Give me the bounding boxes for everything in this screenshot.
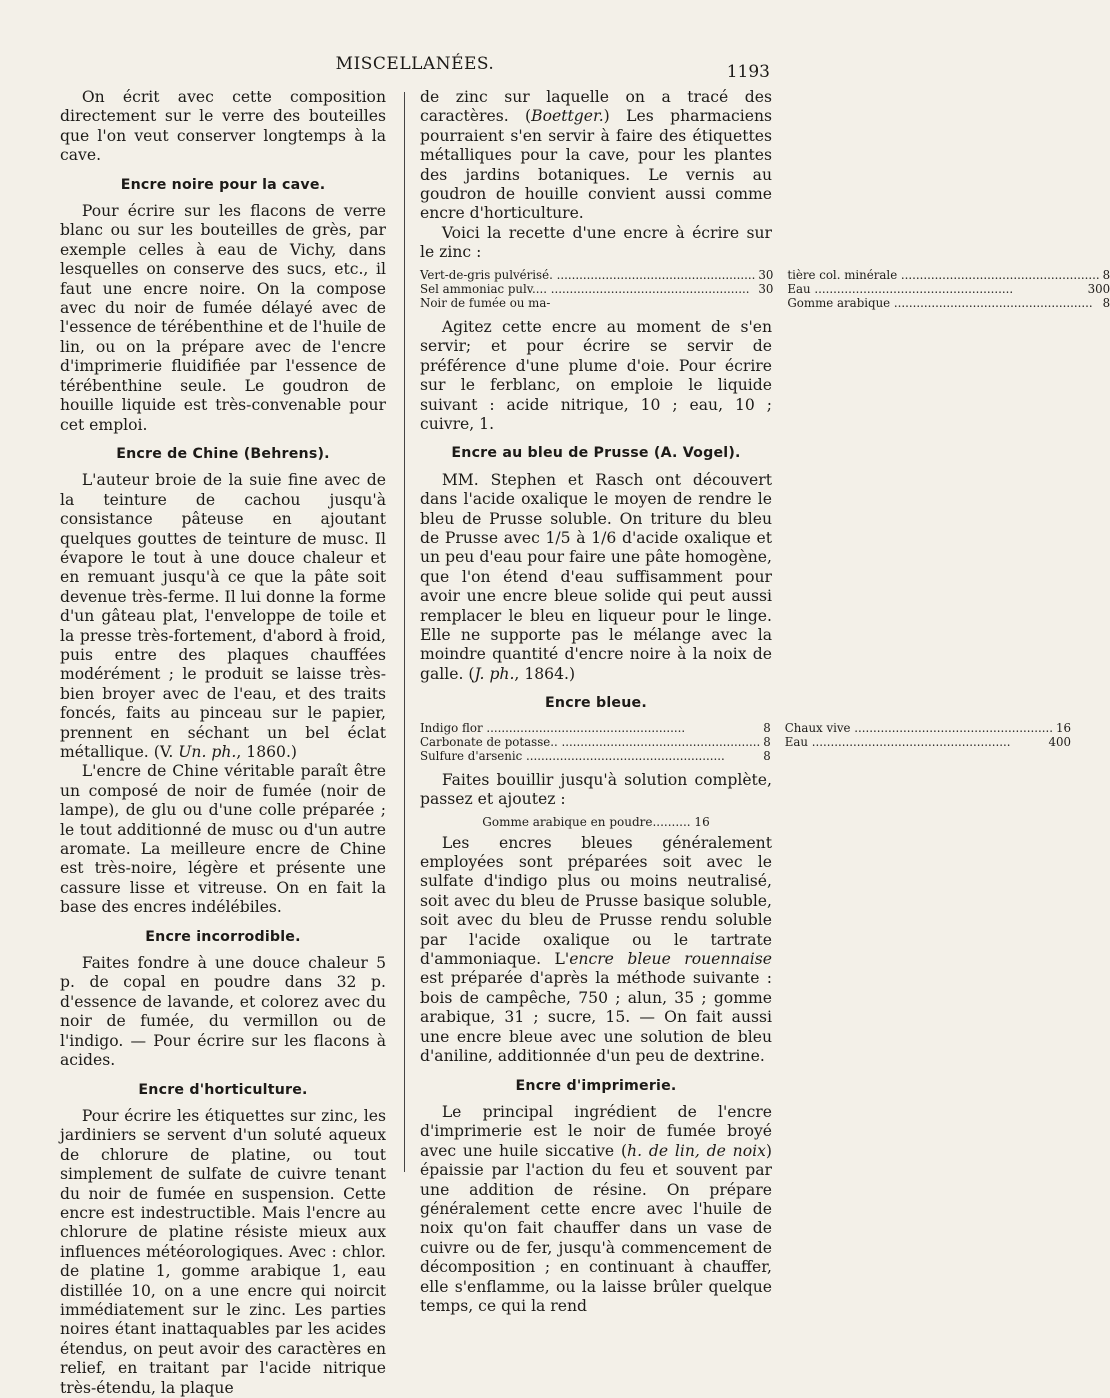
section-heading: Encre de Chine (Behrens). xyxy=(116,445,330,462)
recipe-table-blue xyxy=(420,720,1072,764)
paragraph-text: ) épaissie par l'action du feu et souvent par une addition de résine. On prépare généralement cette encre avec l'huile de noix qu'on fait chauffer dans un vase de cuivre ou de fer, jusqu'à commencement de décomposition ; en continuant à chauffer, elle s'enflamme, ou la laisse brûler quelque temps, ce qui la rend xyxy=(420,1141,772,1315)
paragraph: L'encre de Chine véritable paraît être un composé de noir de fumée (noir de lampe), de glu ou d'une colle préparée ; le tout additionné de musc ou d'un autre aromate. La meilleure encre de Chine est très-noire, légère et présente une cassure lisse et vitreuse. On en fait la base des encres indélébiles. xyxy=(60,762,386,917)
ingredient-qty: 8 xyxy=(1102,267,1110,282)
ingredient-name: tière col. minérale ..... xyxy=(787,268,1099,282)
paragraph-text: Les encres bleues généralement employées sont préparées soit avec le sulfate d'indigo plus ou moins neutralisé, soit avec du bleu de Prusse basique soluble, soit avec du bleu de Prusse rendu soluble par l'acide oxalique ou le tartrate d'ammoniaque. L' xyxy=(420,833,772,969)
ingredient-name: Sel ammoniac pulv.... ..... xyxy=(420,282,755,296)
ingredient-qty: 8 xyxy=(1102,296,1110,311)
recipe-table-zinc xyxy=(420,267,1110,311)
paragraph: Faites bouillir jusqu'à solution complète, passez et ajoutez : xyxy=(420,770,772,809)
paragraph: Agitez cette encre au moment de s'en servir; et pour écrire se servir de préférence d'une plume d'oie. Pour écrire sur le ferblanc, on emploie le liquide suivant : acide nitrique, 10 ; eau, 10 ; cuivre, 1. xyxy=(420,317,772,433)
ingredient-name: Indigo flor ..... xyxy=(420,721,760,735)
citation-text: (V. xyxy=(153,743,179,761)
ingredient-qty: 8 xyxy=(763,749,771,764)
paragraph xyxy=(420,1103,772,1316)
page-header xyxy=(60,52,770,82)
paragraph-text: est préparée d'après la méthode suivante : bois de campêche, 750 ; alun, 35 ; gomme arabique, 31 ; sucre, 15. — On fait aussi une encre bleue avec une solution de bleu d'aniline, additionnée d'un peu de dextrine. xyxy=(420,969,772,1066)
ingredient-name: Gomme arabique ..... xyxy=(787,296,1099,310)
ingredient-name: Eau ..... xyxy=(787,282,1084,296)
paragraph xyxy=(420,88,772,224)
ingredient-qty: 8 xyxy=(763,735,771,749)
page-number: 1193 xyxy=(726,62,770,82)
recipe-item xyxy=(420,268,773,282)
running-title: MISCELLANÉES. xyxy=(335,54,495,74)
recipe-item xyxy=(420,282,773,296)
section-heading: Encre noire pour la cave. xyxy=(120,176,326,193)
recipe-item xyxy=(785,735,1071,749)
paragraph-text: Le principal ingrédient de l'encre d'imprimerie est le noir de fumée broyé avec une huile siccative ( xyxy=(420,1102,772,1160)
ingredient-qty: 400 xyxy=(1048,735,1072,749)
section-heading: Encre au bleu de Prusse (A. Vogel). xyxy=(451,445,741,462)
ingredient-name: Sulfure d'arsenic ..... xyxy=(420,749,760,763)
paragraph-text: de zinc sur laquelle on a tracé des caractères. ( xyxy=(420,88,772,126)
ingredient-name: Carbonate de potasse.. ..... xyxy=(420,735,760,749)
recipe-item xyxy=(420,735,771,749)
paragraph: On écrit avec cette composition directement sur le verre des bouteilles que l'on veut conserver longtemps à la cave. xyxy=(60,88,386,165)
paragraph-text: ) Les pharmaciens pourraient s'en servir à faire des étiquettes métalliques pour la cave, pour les plantes des jardins botaniques. Le vernis au goudron de houille convient aussi comme encre d'horticulture. xyxy=(420,107,772,223)
section-heading: Encre d'imprimerie. xyxy=(515,1077,677,1094)
paragraph-text: L'auteur broie de la suie fine avec de la teinture de cachou jusqu'à consistance pâteuse en ajoutant quelques gouttes de teinture de musc. Il évapore le tout à une douce chaleur et en remuant jusqu'à ce que la pâte soit devenue très-ferme. Il lui donne la forme d'un gâteau plat, l'enveloppe de toile et la presse très-fortement, d'abord à froid, puis entre des plaques chauffées modérément ; le produit se laisse très-bien broyer avec de l'eau, et des traits foncés, faits au pinceau sur le papier, prennent en séchant un bel éclat métallique. xyxy=(60,471,386,761)
section-heading: Encre bleue. xyxy=(545,695,647,712)
paragraph: Pour écrire sur les flacons de verre blanc ou sur les bouteilles de grès, par exemple celles à eau de Vichy, dans lesquelles on conserve des sucs, etc., il faut une encre noire. On la compose avec du noir de fumée délayé avec de l'essence de térébenthine et de l'huile de lin, ou on la prépare avec de l'encre d'imprimerie fluidifiée par l'essence de térébenthine seule. Le goudron de houille liquide est très-convenable pour cet emploi. xyxy=(60,202,386,434)
citation-source: J. ph. xyxy=(474,664,515,683)
author-name: Boettger. xyxy=(531,107,604,126)
citation xyxy=(154,743,297,761)
ingredient-qty xyxy=(770,296,773,310)
emphasis: h. de lin, de noix xyxy=(627,1141,766,1160)
citation-source: Un. ph. xyxy=(178,743,237,761)
paragraph: Pour écrire les étiquettes sur zinc, les jardiniers se servent d'un soluté aqueux de chlorure de platine, ou tout simplement de sulfate de cuivre tenant du noir de fumée en suspension. Cette encre est indestructible. Mais l'encre au chlorure de platine résiste mieux aux influences météorologiques. Avec : chlor. de platine 1, gomme arabique 1, eau distillée 10, on a une encre qui noircit immédiatement sur le zinc. Les parties noires étant inattaquables par les acides étendus, on peut avoir des caractères en relief, en traitant par l'acide nitrique très-étendu, la plaque xyxy=(60,1106,386,1397)
ingredient-qty: 16 xyxy=(1056,720,1072,735)
section-heading: Encre incorrodible. xyxy=(145,928,301,945)
recipe-item xyxy=(787,268,1110,282)
ingredient-qty: 30 xyxy=(758,282,774,297)
citation-text: , 1860.) xyxy=(236,743,298,761)
paragraph: Faites fondre à une douce chaleur 5 p. de copal en poudre dans 32 p. d'essence de lavande, et colorez avec du noir de fumée, du vermillon ou de l'indigo. — Pour écrire sur les flacons à acides. xyxy=(60,954,386,1070)
paragraph xyxy=(60,471,386,762)
paragraph: Voici la recette d'une encre à écrire sur le zinc : xyxy=(420,223,772,262)
recipe-line: Gomme arabique en poudre.......... 16 xyxy=(482,814,710,829)
column-divider xyxy=(404,92,405,1172)
paragraph xyxy=(420,471,772,684)
paragraph-text: , 1864.) xyxy=(514,664,576,683)
ingredient-qty: 30 xyxy=(758,267,774,282)
recipe-item xyxy=(787,296,1110,310)
ingredient-qty: 300 xyxy=(1087,282,1110,297)
left-column xyxy=(60,88,386,1398)
ingredient-name: Eau ..... xyxy=(785,735,1046,749)
ingredient-qty: 8 xyxy=(763,720,771,735)
recipe-item xyxy=(420,721,771,735)
right-column xyxy=(420,88,1110,1316)
recipe-item xyxy=(420,296,773,310)
emphasis: encre bleue rouennaise xyxy=(569,950,772,969)
paragraph-text: MM. Stephen et Rasch ont découvert dans l'acide oxalique le moyen de rendre le bleu de Prusse soluble. On triture du bleu de Prusse avec 1/5 à 1/6 d'acide oxalique et un peu d'eau pour faire une pâte homogène, que l'on étend d'eau suffisamment pour avoir une encre bleue solide qui peut aussi remplacer le bleu en liqueur pour le linge. Elle ne supporte pas le mélange avec la moindre quantité d'encre noire à la noix de galle. ( xyxy=(420,470,772,683)
recipe-item xyxy=(787,282,1110,296)
section-heading: Encre d'horticulture. xyxy=(138,1081,308,1098)
paragraph xyxy=(420,834,772,1067)
ingredient-name: Chaux vive ..... xyxy=(785,721,1053,735)
ingredient-name: Vert-de-gris pulvérisé. ..... xyxy=(420,268,755,282)
recipe-item xyxy=(420,749,771,763)
recipe-item xyxy=(785,721,1071,735)
ingredient-name: Noir de fumée ou ma- xyxy=(420,296,551,311)
